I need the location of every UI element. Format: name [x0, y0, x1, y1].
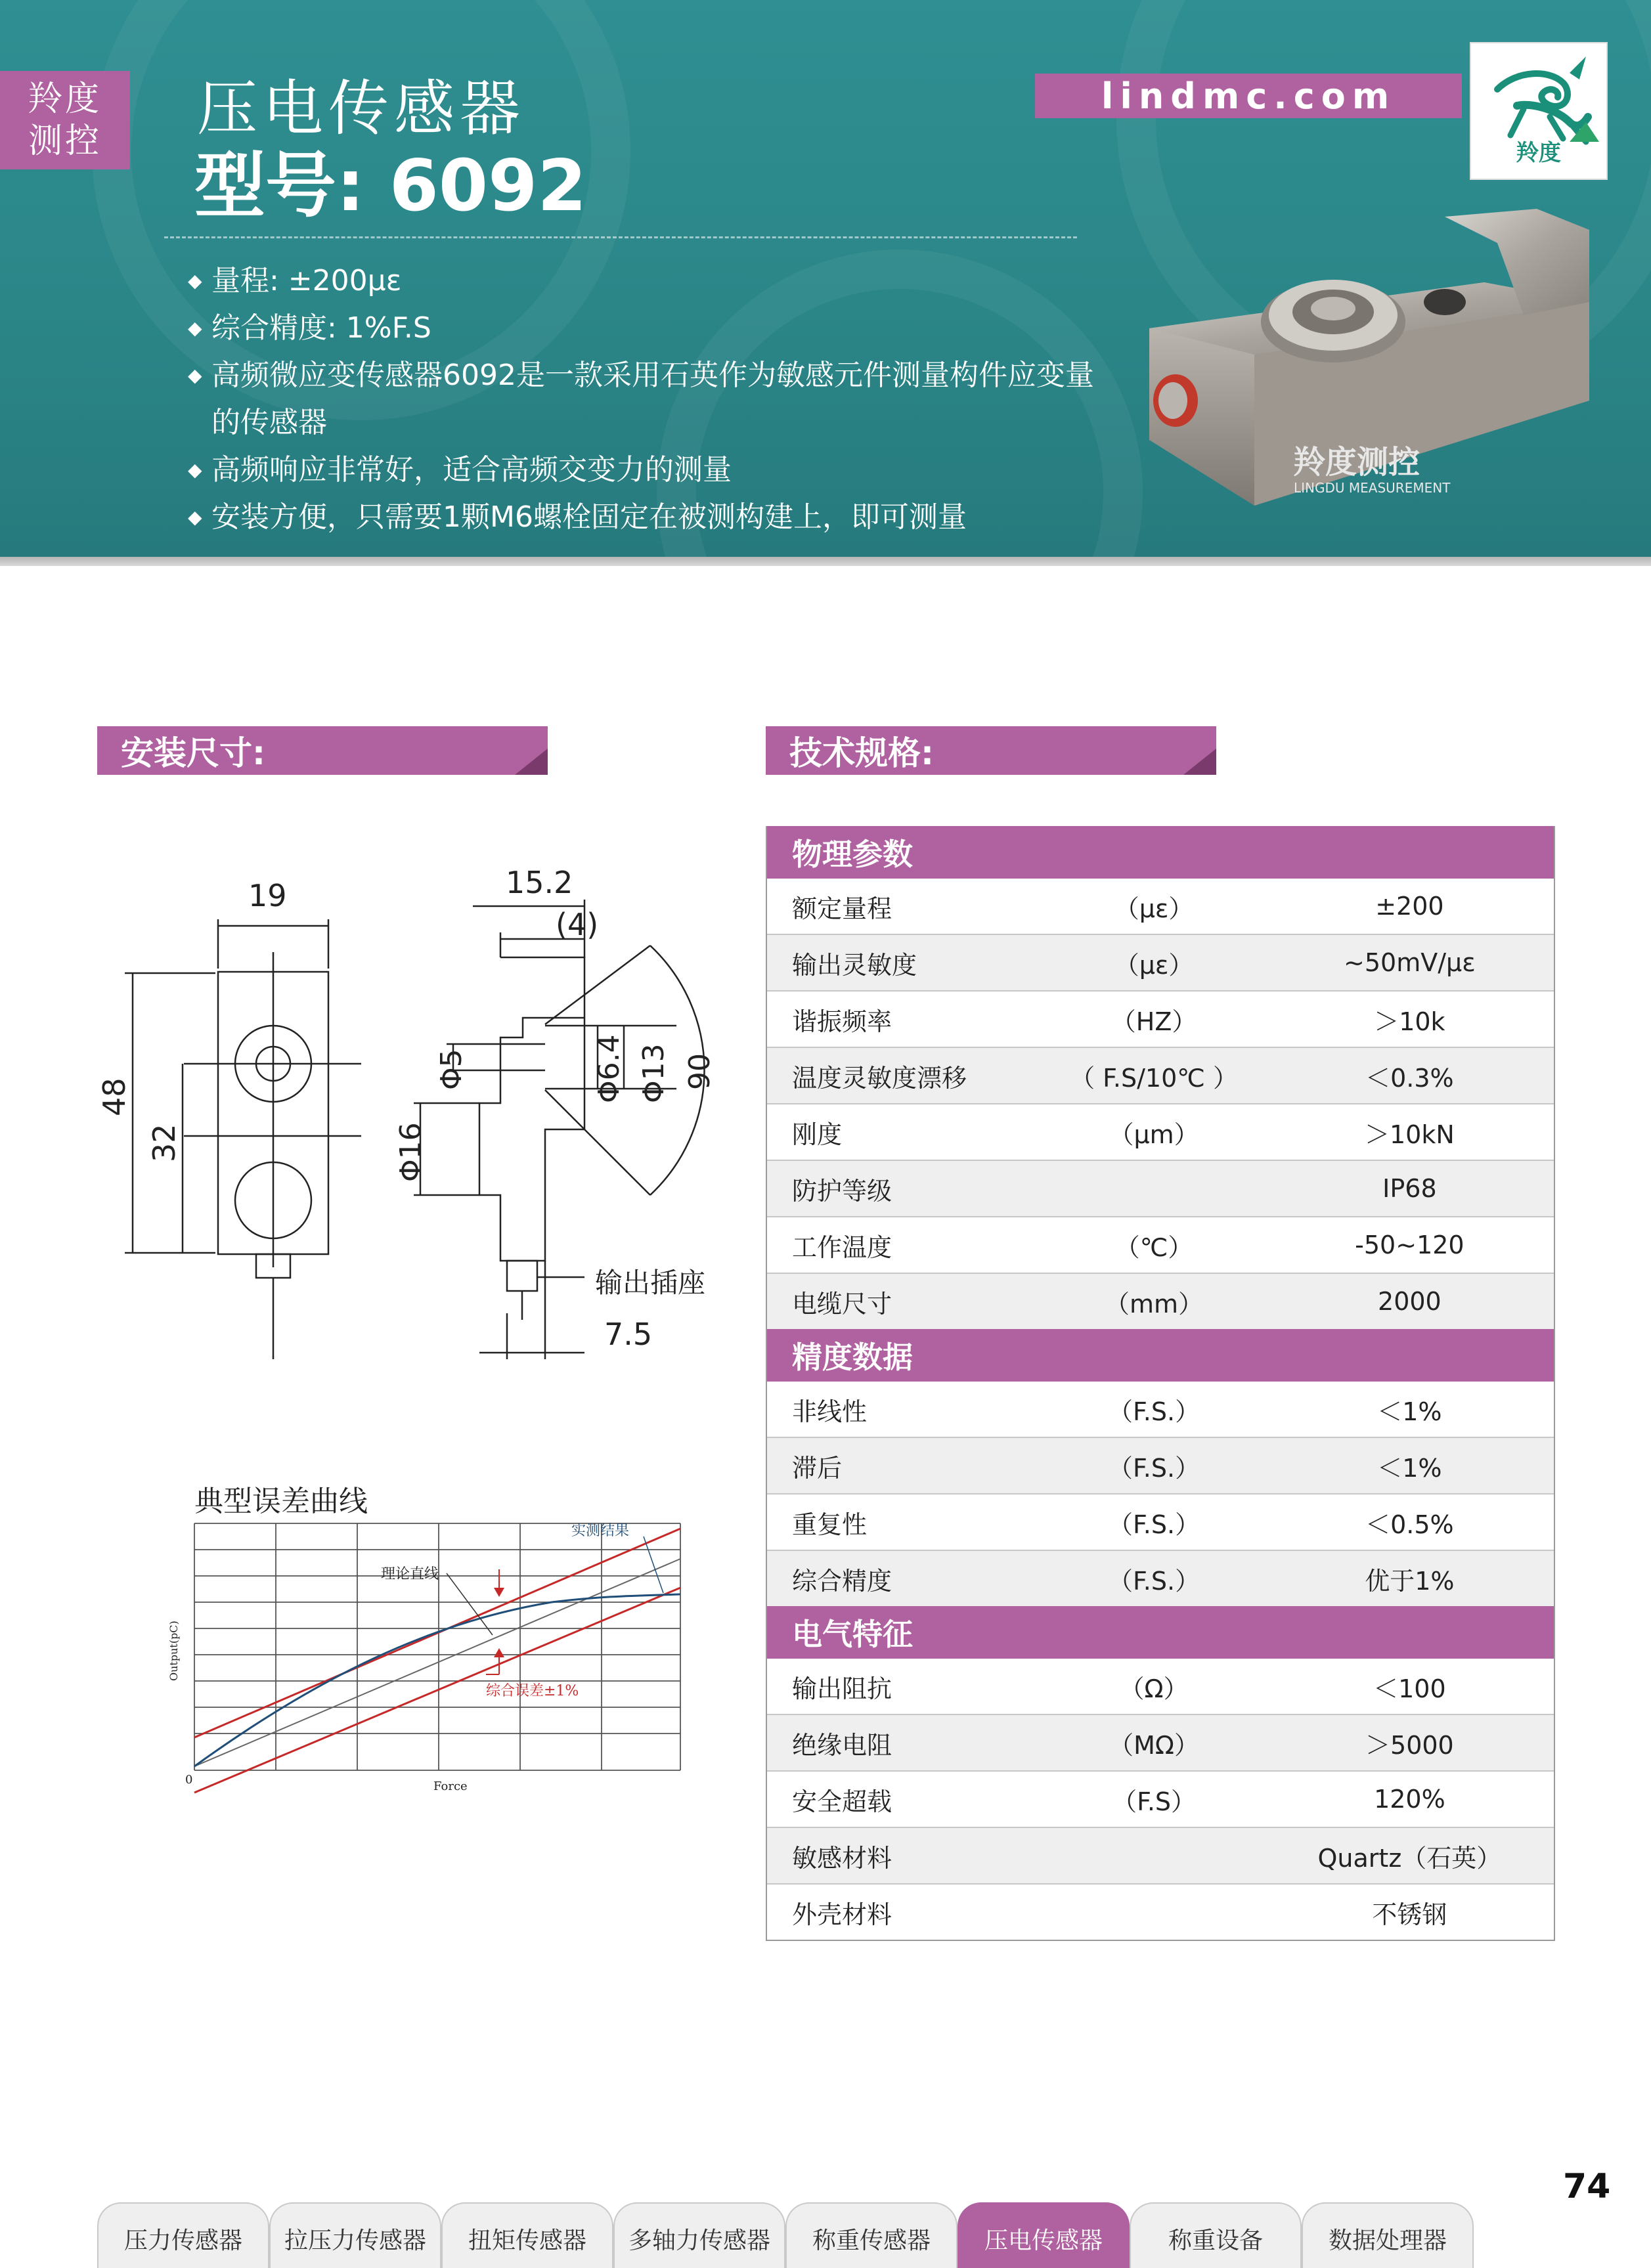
dim-center: 32: [146, 1123, 182, 1162]
table-row: [767, 1216, 1554, 1273]
dim-connector: 7.5: [604, 1317, 653, 1352]
feature-item: ◆ 量程: ±200με: [188, 257, 1094, 305]
tab-pressure-sensor[interactable]: 压力传感器: [97, 2202, 269, 2268]
error-curve-chart: [158, 1510, 722, 1799]
spec-unit: （mm）: [1105, 1289, 1204, 1319]
corner-fold: [515, 749, 548, 775]
tab-weighing-equipment[interactable]: 称重设备: [1130, 2202, 1302, 2268]
spec-label: 综合精度: [792, 1566, 892, 1596]
spec-section-title: 技术规格:: [789, 734, 934, 772]
spec-unit: （MΩ）: [1109, 1730, 1199, 1760]
spec-table: [766, 826, 1555, 1941]
table-row: [767, 1550, 1554, 1606]
brand-line-1: 羚度: [28, 79, 102, 119]
spec-value: ~50mV/με: [1344, 948, 1476, 977]
spec-label: 非线性: [792, 1397, 868, 1426]
table-row: [767, 1437, 1554, 1493]
spec-unit: （F.S.）: [1108, 1566, 1200, 1596]
feature-list: [188, 257, 1094, 541]
tab-torque-sensor[interactable]: 扭矩传感器: [441, 2202, 613, 2268]
spec-unit: （F.S.）: [1108, 1510, 1200, 1539]
table-row: [767, 1883, 1554, 1940]
brand-line-2: 测控: [28, 121, 102, 161]
spec-label: 温度灵敏度漂移: [792, 1063, 967, 1093]
dim-phi64: Φ6.4: [592, 1034, 626, 1103]
spec-value: ＞10k: [1374, 1007, 1445, 1036]
spec-value: 不锈钢: [1372, 1900, 1447, 1929]
spec-value: ＜0.5%: [1365, 1510, 1454, 1539]
spec-label: 绝缘电阻: [792, 1730, 892, 1760]
install-section-header: [97, 726, 548, 775]
curve-title: 典型误差曲线: [194, 1485, 368, 1518]
tab-data-processor[interactable]: 数据处理器: [1302, 2202, 1474, 2268]
spec-label: 刚度: [792, 1120, 843, 1149]
header-banner: [0, 0, 1651, 557]
product-watermark-sub: LINGDU MEASUREMENT: [1294, 480, 1451, 496]
connector-label: 输出插座: [595, 1267, 706, 1299]
spec-label: 安全超载: [792, 1787, 892, 1816]
table-row: [767, 934, 1554, 990]
table-row: [767, 879, 1554, 934]
spec-value: IP68: [1382, 1174, 1437, 1203]
dim-phi16: Φ16: [394, 1122, 428, 1182]
dim-height: 48: [97, 1078, 132, 1116]
table-row: [767, 1047, 1554, 1103]
dim-phi5: Φ5: [435, 1049, 468, 1090]
spec-value: 2000: [1378, 1287, 1442, 1316]
feature-item: ◆ 高频微应变传感器6092是一款采用石英作为敏感元件测量构件应变量的传感器: [188, 352, 1094, 447]
table-row: [767, 1770, 1554, 1827]
spec-label: 电缆尺寸: [792, 1289, 892, 1319]
spec-unit: （με）: [1114, 950, 1194, 980]
category-tabs: [97, 2202, 1568, 2257]
feature-item: ◆ 综合精度: 1%F.S: [188, 305, 1094, 352]
table-row: [767, 1103, 1554, 1160]
spec-value: 优于1%: [1365, 1566, 1455, 1596]
spec-label: 输出阻抗: [792, 1674, 892, 1703]
feature-item: ◆ 安装方便，只需要1颗M6螺栓固定在被测构建上，即可测量: [188, 494, 1094, 541]
spec-value: 120%: [1374, 1785, 1445, 1814]
spec-label: 防护等级: [792, 1176, 892, 1206]
logo-text: 羚度: [1516, 140, 1561, 166]
curve-origin-label: 0: [185, 1773, 193, 1787]
table-row: [767, 1714, 1554, 1770]
spec-group-header: 物理参数: [767, 826, 1554, 879]
install-section-title: 安装尺寸:: [121, 734, 265, 772]
spec-value: ＞10kN: [1364, 1120, 1455, 1149]
spec-value: ＜100: [1373, 1674, 1446, 1703]
curve-x-label: Force: [433, 1779, 468, 1793]
spec-value: ＜1%: [1377, 1397, 1442, 1426]
dashed-divider: [164, 236, 1077, 238]
table-row: [767, 1160, 1554, 1216]
table-row: [767, 1382, 1554, 1437]
spec-group-header: 精度数据: [767, 1329, 1554, 1382]
curve-measured-label: 实测结果: [571, 1523, 630, 1539]
spec-label: 工作温度: [792, 1232, 892, 1262]
dim-gap: (4): [556, 907, 599, 942]
page-title: 压电传感器: [197, 74, 526, 144]
curve-y-label: Output(pC): [167, 1621, 180, 1681]
brand-box: [0, 71, 130, 169]
curve-ideal-label: 理论直线: [381, 1566, 439, 1582]
spec-value: ±200: [1375, 892, 1444, 921]
table-row: [767, 1273, 1554, 1329]
feature-item: ◆ 高频响应非常好，适合高频交变力的测量: [188, 447, 1094, 494]
spec-label: 输出灵敏度: [792, 950, 917, 980]
model-number: 型号: 6092: [194, 145, 587, 227]
spec-label: 重复性: [792, 1510, 868, 1539]
spec-label: 滞后: [792, 1453, 843, 1483]
website-link[interactable]: lindmc.com: [1035, 74, 1462, 118]
company-logo: [1470, 42, 1608, 180]
spec-unit: （F.S.）: [1108, 1397, 1200, 1426]
spec-label: 谐振频率: [792, 1007, 892, 1036]
spec-unit: （Ω）: [1119, 1674, 1189, 1703]
spec-group-header: 电气特征: [767, 1606, 1554, 1659]
spec-unit: （μm）: [1109, 1120, 1199, 1149]
spec-value: Quartz（石英）: [1317, 1843, 1502, 1873]
dim-width: 19: [248, 878, 287, 913]
corner-fold: [1183, 749, 1216, 775]
dim-angle: 90: [683, 1053, 716, 1090]
spec-unit: （με）: [1114, 894, 1194, 923]
dim-side-width: 15.2: [506, 865, 573, 900]
curve-band-label: 综合误差±1%: [486, 1683, 579, 1699]
tab-multi-axis-sensor[interactable]: 多轴力传感器: [613, 2202, 785, 2268]
dimension-drawing: [85, 854, 742, 1392]
table-row: [767, 1659, 1554, 1714]
spec-label: 外壳材料: [792, 1900, 892, 1929]
tab-weighing-sensor[interactable]: 称重传感器: [785, 2202, 958, 2268]
spec-unit: （ F.S/10℃ ）: [1070, 1063, 1239, 1093]
table-row: [767, 1493, 1554, 1550]
page-number: 74: [1563, 2167, 1611, 2206]
header-divider: [0, 557, 1651, 566]
spec-value: -50~120: [1355, 1231, 1464, 1259]
spec-value: ＞5000: [1365, 1730, 1454, 1760]
spec-label: 敏感材料: [792, 1843, 892, 1873]
spec-unit: （F.S）: [1112, 1787, 1197, 1816]
spec-unit: （℃）: [1114, 1232, 1193, 1262]
dim-phi13: Φ13: [637, 1043, 671, 1103]
spec-unit: （F.S.）: [1108, 1453, 1200, 1483]
spec-value: ＜0.3%: [1365, 1063, 1454, 1093]
table-row: [767, 1827, 1554, 1883]
spec-value: ＜1%: [1377, 1453, 1442, 1483]
table-row: [767, 990, 1554, 1047]
product-image: [1130, 204, 1602, 519]
spec-section-header: [766, 726, 1216, 775]
spec-unit: （HZ）: [1111, 1007, 1197, 1036]
product-watermark: 羚度测控: [1294, 444, 1420, 481]
tab-tension-compression-sensor[interactable]: 拉压力传感器: [269, 2202, 441, 2268]
tab-piezo-sensor[interactable]: 压电传感器: [958, 2202, 1130, 2268]
spec-label: 额定量程: [792, 894, 892, 923]
